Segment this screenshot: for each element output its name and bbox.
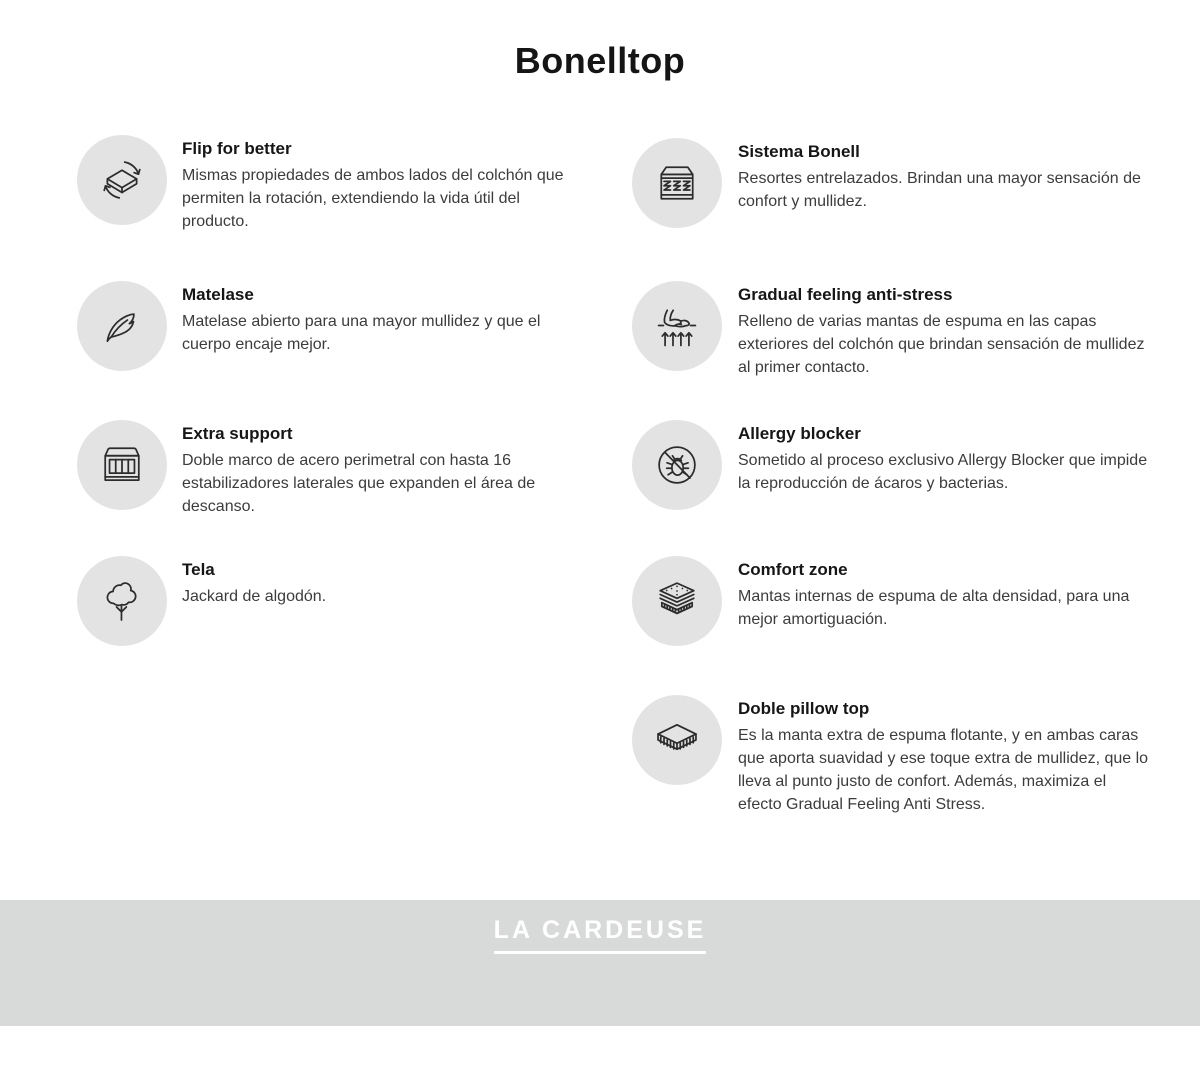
- feature-description: Jackard de algodón.: [182, 588, 327, 605]
- icon-circle: [632, 695, 722, 785]
- bonell-springs-icon: [651, 157, 703, 209]
- icon-circle: [77, 556, 167, 646]
- feature-description: Mantas internas de espuma de alta densidad, para una mejor amortiguación.: [738, 588, 1130, 628]
- feature-title: Flip for better: [182, 139, 292, 158]
- feature-title: Matelase: [182, 285, 254, 304]
- foam-layers-icon: [651, 575, 703, 627]
- feature-title: Gradual feeling anti-stress: [738, 285, 953, 304]
- feature-text: [182, 281, 574, 356]
- rotate-mattress-icon: [96, 154, 148, 206]
- icon-circle: [77, 420, 167, 510]
- cotton-icon: [96, 575, 148, 627]
- feature-title: Comfort zone: [738, 560, 848, 579]
- icon-circle: [77, 135, 167, 225]
- icon-circle: [632, 420, 722, 510]
- feature-title: Tela: [182, 560, 215, 579]
- icon-circle: [77, 281, 167, 371]
- icon-circle: [632, 138, 722, 228]
- feature-title: Allergy blocker: [738, 424, 861, 443]
- feature-text: [738, 281, 1150, 379]
- icon-circle: [632, 281, 722, 371]
- footer-band: [0, 900, 1200, 1026]
- feature-flip-for-better: [77, 135, 574, 233]
- feature-title: Sistema Bonell: [738, 142, 860, 161]
- feature-title: Doble pillow top: [738, 699, 870, 718]
- feature-tela: [77, 556, 574, 646]
- feature-matelase: [77, 281, 574, 371]
- feature-title: Extra support: [182, 424, 293, 443]
- feature-extra-support: [77, 420, 574, 518]
- feather-icon: [96, 300, 148, 352]
- icon-circle: [632, 556, 722, 646]
- feature-description: Es la manta extra de espuma flotante, y en ambas caras que aporta suavidad y ese toque extra de mullidez, que lo lleva al punto justo de confort. Además, maximiza el efecto Gradual Feeling Anti Stress.: [738, 727, 1149, 813]
- feature-allergy-blocker: [632, 420, 1150, 510]
- feature-description: Sometido al proceso exclusivo Allergy Blocker que impide la reproducción de ácaros y bacterias.: [738, 452, 1148, 492]
- feature-text: [738, 556, 1150, 631]
- feature-doble-pillow-top: [632, 695, 1150, 816]
- page-title: Bonelltop: [514, 40, 686, 81]
- feature-comfort-zone: [632, 556, 1150, 646]
- no-dust-mite-icon: [651, 439, 703, 491]
- hand-pressure-icon: [651, 300, 703, 352]
- feature-sistema-bonell: [632, 138, 1150, 228]
- pillow-top-icon: [651, 714, 703, 766]
- feature-description: Matelase abierto para una mayor mullidez y que el cuerpo encaje mejor.: [182, 313, 541, 353]
- feature-description: Resortes entrelazados. Brindan una mayor sensación de confort y mullidez.: [738, 170, 1141, 210]
- feature-text: [738, 695, 1150, 816]
- feature-text: [182, 556, 574, 608]
- feature-text: [738, 138, 1150, 213]
- mattress-frame-icon: [96, 439, 148, 491]
- feature-gradual-feeling: [632, 281, 1150, 379]
- feature-text: [182, 420, 574, 518]
- feature-text: [182, 135, 574, 233]
- brand-logo: LA CARDEUSE: [494, 916, 707, 954]
- feature-description: Mismas propiedades de ambos lados del colchón que permiten la rotación, extendiendo la vida útil del producto.: [182, 167, 564, 230]
- feature-description: Relleno de varias mantas de espuma en las capas exteriores del colchón que brindan sensación de mullidez al primer contacto.: [738, 313, 1145, 376]
- feature-text: [738, 420, 1150, 495]
- feature-description: Doble marco de acero perimetral con hasta 16 estabilizadores laterales que expanden el área de descanso.: [182, 452, 536, 515]
